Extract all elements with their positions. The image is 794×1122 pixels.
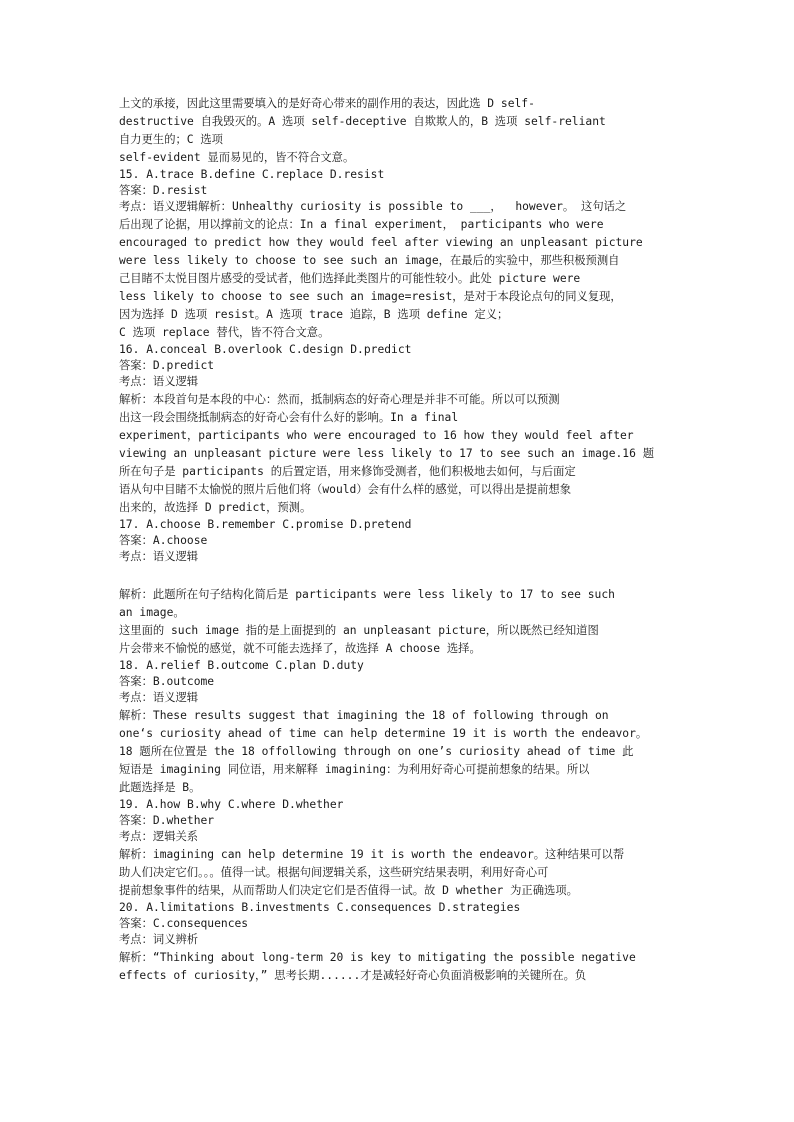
- text-line: 解析：本段首句是本段的中心：然而，抵制病态的好奇心理是并非不可能。所以可以预测: [119, 393, 560, 406]
- text-line: 语从句中目睹不太愉悦的照片后他们将（would）会有什么样的感觉，可以得出是提前想象: [119, 483, 571, 496]
- text-line: 考点：词义辨析: [119, 933, 199, 946]
- text-line: effects of curiosity，” 思考长期......才是减轻好奇心负面消极影响的关键所在。负: [119, 969, 587, 982]
- text-line: one‘s curiosity ahead of time can help determine 19 it is worth the endeavor。: [119, 727, 648, 740]
- text-line: 解析：此题所在句子结构化简后是 participants were less likely to 17 to see such: [119, 588, 615, 601]
- answer-line: 答案：A.choose: [119, 533, 208, 547]
- answer-line: 答案：D.resist: [119, 183, 208, 197]
- text-line: encouraged to predict how they would feel after viewing an unpleasant picture: [119, 236, 643, 249]
- question-line: 18. A.relief B.outcome C.plan D.duty: [119, 659, 364, 672]
- text-line: 这里面的 such image 指的是上面提到的 an unpleasant picture，所以既然已经知道图: [119, 624, 599, 637]
- text-line: 18 题所在位置是 the 18 offollowing through on one’s curiosity ahead of time 此: [119, 745, 634, 758]
- answer-line: 答案：D.predict: [119, 358, 215, 372]
- text-line: 解析：“Thinking about long-term 20 is key to mitigating the possible negative: [119, 951, 636, 964]
- question-line: 16. A.conceal B.overlook C.design D.predict: [119, 343, 412, 356]
- text-line: C 选项 replace 替代，皆不符合文意。: [119, 326, 330, 339]
- text-line: 考点：语义逻辑解析：Unhealthy curiosity is possible to ___， however。 这句话之: [119, 200, 627, 213]
- text-line: 因为选择 D 选项 resist。A 选项 trace 追踪，B 选项 define 定义；: [119, 308, 509, 321]
- blank-line: [119, 566, 677, 586]
- answer-line: 答案：B.outcome: [119, 674, 215, 688]
- text-line: 自力更生的；C 选项: [119, 133, 223, 146]
- text-line: 考点：语义逻辑: [119, 550, 199, 563]
- text-line: 考点：语义逻辑: [119, 375, 199, 388]
- text-line: 片会带来不愉悦的感觉，就不可能去选择了，故选择 A choose 选择。: [119, 642, 481, 655]
- answer-line: 答案：D.whether: [119, 813, 215, 827]
- text-line: 提前想象事件的结果，从而帮助人们决定它们是否值得一试。故 D whether 为正确选项。: [119, 884, 578, 897]
- text-line: 考点：逻辑关系: [119, 830, 199, 843]
- text-line: 出来的，故选择 D predict，预测。: [119, 501, 312, 514]
- text-line: an image。: [119, 606, 185, 619]
- text-line: 所在句子是 participants 的后置定语，用来修饰受测者，他们积极地去如何，与后面定: [119, 465, 576, 478]
- text-line: 短语是 imagining 同位语，用来解释 imagining：为利用好奇心可提前想象的结果。所以: [119, 763, 590, 776]
- document-page: [119, 95, 677, 985]
- question-line: 19. A.how B.why C.where D.whether: [119, 798, 344, 811]
- text-line: destructive 自我毁灭的。A 选项 self-deceptive 自欺欺人的，B 选项 self-reliant: [119, 115, 606, 128]
- text-line: experiment，participants who were encouraged to 16 how they would feel after: [119, 429, 634, 442]
- text-line: self-evident 显而易见的，皆不符合文意。: [119, 151, 355, 164]
- text-line: 出这一段会围绕抵制病态的好奇心会有什么好的影响。In a final: [119, 411, 459, 424]
- question-line: 17. A.choose B.remember C.promise D.pretend: [119, 518, 412, 531]
- text-line: 上文的承接，因此这里需要填入的是好奇心带来的副作用的表达，因此选 D self-: [119, 97, 535, 110]
- text-line: 此题选择是 B。: [119, 781, 201, 794]
- text-line: 后出现了论据，用以撑前文的论点：In a final experiment， participants who were: [119, 218, 604, 231]
- text-line: viewing an unpleasant picture were less likely to 17 to see such an image.16 题: [119, 447, 654, 460]
- text-line: 解析：imagining can help determine 19 it is worth the endeavor。这种结果可以帮: [119, 848, 625, 861]
- text-line: 考点：语义逻辑: [119, 691, 199, 704]
- question-line: 15. A.trace B.define C.replace D.resist: [119, 168, 385, 181]
- text-line: were less likely to choose to see such an image，在最后的实验中，那些积极预测自: [119, 254, 620, 267]
- text-line: 解析：These results suggest that imagining the 18 of following through on: [119, 709, 609, 722]
- text-line: 己目睹不太悦目图片感受的受试者，他们选择此类图片的可能性较小。此处 picture were: [119, 272, 581, 285]
- question-line: 20. A.limitations B.investments C.consequences D.strategies: [119, 901, 521, 914]
- text-line: less likely to choose to see such an image=resist，是对于本段论点句的同义复现，: [119, 290, 622, 303]
- answer-line: 答案：C.consequences: [119, 916, 249, 930]
- text-line: 助人们决定它们。。。值得一试。根据句间逻辑关系，这些研究结果表明，利用好奇心可: [119, 866, 549, 879]
